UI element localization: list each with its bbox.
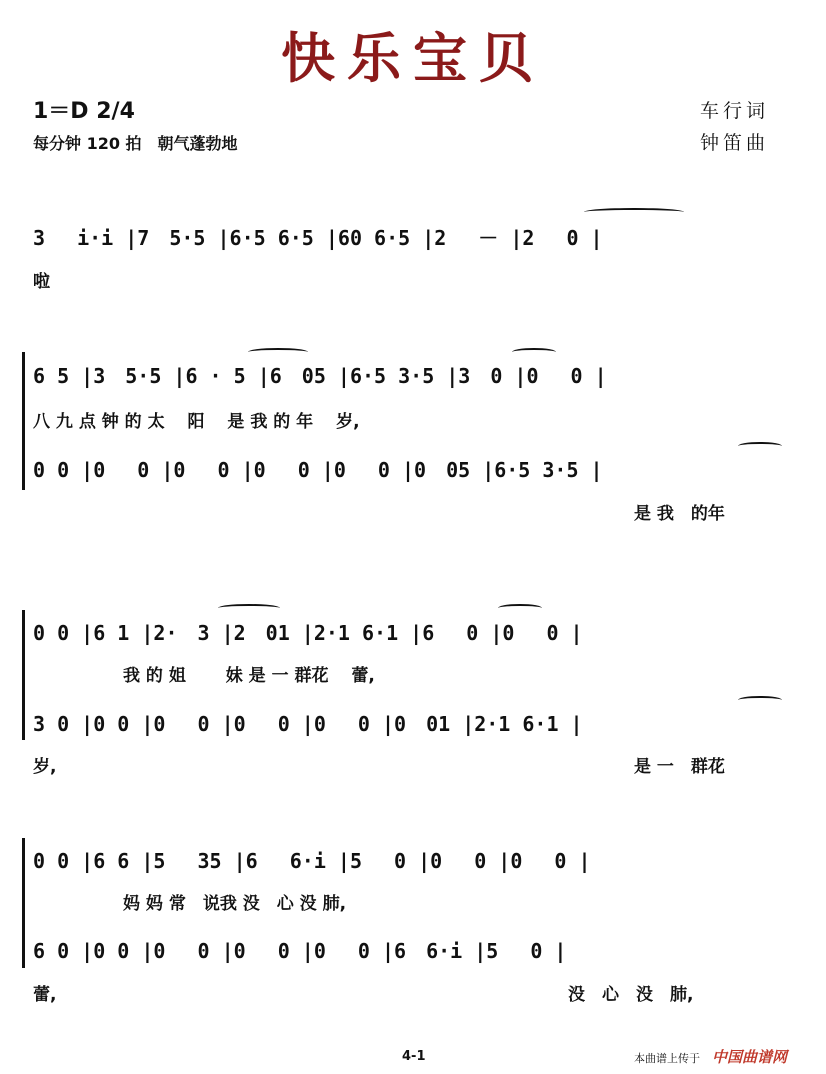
lyricist-credit: 车行词	[700, 100, 770, 122]
notes-row: 6 5 |3 5·5 |6 · 5 |6 05 |6·5 3·5 |3 0 |0 0 |	[33, 364, 607, 388]
lyrics-row-left: 岁,	[33, 757, 57, 777]
key-signature: 1＝D 2/4	[33, 99, 135, 124]
lyrics-row: 八 九 点 钟 的 太 阳 是 我 的 年 岁,	[33, 412, 360, 432]
tempo-marking: 每分钟 120 拍 朝气蓬勃地	[33, 134, 238, 153]
tie-mark	[512, 348, 556, 356]
notes-row: 3 i·i |7 5·5 |6·5 6·5 |60 6·5 |2 － |2 0 |	[33, 226, 603, 250]
system-brace	[22, 838, 29, 968]
lyrics-row: 是 我 的年	[634, 504, 725, 524]
system-brace	[22, 352, 29, 490]
notes-row: 0 0 |6 1 |2· 3 |2 01 |2·1 6·1 |6 0 |0 0 |	[33, 621, 583, 645]
lyrics-row: 啦	[33, 272, 50, 292]
notes-row: 3 0 |0 0 |0 0 |0 0 |0 0 |0 01 |2·1 6·1 |	[33, 712, 583, 736]
tie-mark	[738, 442, 782, 450]
lyrics-row-left: 蕾,	[33, 985, 57, 1005]
page-number: 4-1	[402, 1049, 426, 1064]
lyrics-row-right: 没 心 没 肺,	[568, 985, 694, 1005]
tie-mark	[248, 348, 308, 356]
notes-row: 6 0 |0 0 |0 0 |0 0 |0 0 |6 6·i |5 0 |	[33, 939, 567, 963]
lyrics-row-right: 是 一 群花	[634, 757, 725, 777]
tie-mark	[498, 604, 542, 612]
system-brace	[22, 610, 29, 740]
tie-mark	[584, 208, 684, 216]
tie-mark	[218, 604, 280, 612]
composer-credit: 钟笛曲	[700, 132, 770, 154]
site-logo: 中国曲谱网	[712, 1048, 788, 1066]
lyrics-row: 妈 妈 常 说我 没 心 没 肺,	[123, 894, 347, 914]
notes-row: 0 0 |0 0 |0 0 |0 0 |0 0 |0 05 |6·5 3·5 |	[33, 458, 603, 482]
song-title: 快乐宝贝	[281, 27, 545, 90]
lyrics-row: 我 的 姐 妹 是 一 群花 蕾,	[123, 666, 375, 686]
upload-note: 本曲谱上传于	[634, 1052, 700, 1065]
tie-mark	[738, 696, 782, 704]
notes-row: 0 0 |6 6 |5 35 |6 6·i |5 0 |0 0 |0 0 |	[33, 849, 591, 873]
